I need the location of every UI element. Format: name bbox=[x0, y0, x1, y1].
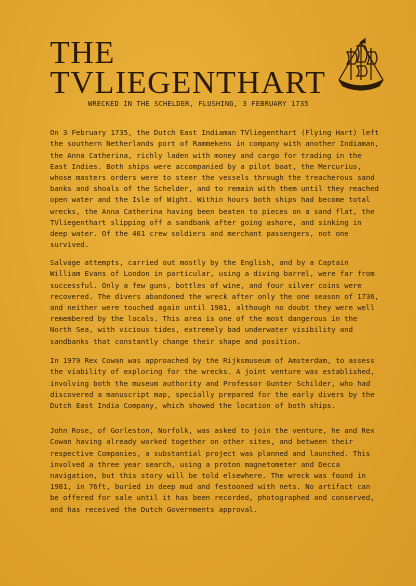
paragraph: Salvage attempts, carried out mostly by the English, and by a Captain William Evans of London in particular, using a diving barrel, were far from successful. Only a few guns, bottles of wine, and four silver coins were recovered. The divers abandoned the wreck after only the one season of 1736, and neither were touched again until 1981, although no doubt they were well remembered by the locals. This area is one of the most dangerous in the North Sea, with vicious tides, extremely bad underwater visibility and sandbanks that constantly change their shape and position. bbox=[50, 258, 379, 346]
sailing-ship-icon bbox=[333, 36, 389, 96]
paragraph: John Rose, of Gorleston, Norfolk, was asked to join the venture, he and Rex Cowan having already worked together on other sites, and between their respective Companies, a substantial project was planned and launched. This involved a three year search, using a proton magnetometer and Decca navigation, but this story will be told elsewhere. The wreck was found in 1981, in 76ft, buried in deep mud and festooned with nets. No artifact can be offered for sale until it has been recorded, photographed and conserved, and has received the Dutch Governments approval. bbox=[50, 426, 375, 514]
paragraph: In 1979 Rex Cowan was approached by the Rijksmuseum of Amsterdam, to assess the viability of exploring for the wrecks. A joint venture was established, involving both the museum authority and Professor Gunter Schilder, who had discovered a manuscript map, specially prepared for the early divers by the Dutch East India Company, which showed the location of both ships. bbox=[50, 356, 375, 410]
title-line-1: THE bbox=[50, 34, 116, 70]
paragraph: On 3 February 1735, the Dutch East Indiaman TVliegenthart (Flying Hart) left the southern Netherlands port of Rammekens in company with another Indiaman, the Anna Catherina, richly laden with money and cargo for trading in the East Indies. Both ships were accompanied by a pilot boat, the Mercurius, whose masters orders were to steer the vessels through the treacherous sand banks and shoals of the Schelder, and to remain with them until they reached open water and the Isle of Wight. Within hours both ships had become total wrecks, the Anna Catherina having been beaten to pieces on a sand flat, the TVliegenthart slipping off a sandbank after going ashore, and sinking in deep water. Of the 461 crew soldiers and merchant passengers, not one survived. bbox=[50, 128, 379, 250]
subtitle: WRECKED IN THE SCHELDER, FLUSHING, 3 FEBRUARY 1735 bbox=[88, 100, 309, 108]
title-line-2: TVLIEGENTHART bbox=[50, 64, 326, 100]
